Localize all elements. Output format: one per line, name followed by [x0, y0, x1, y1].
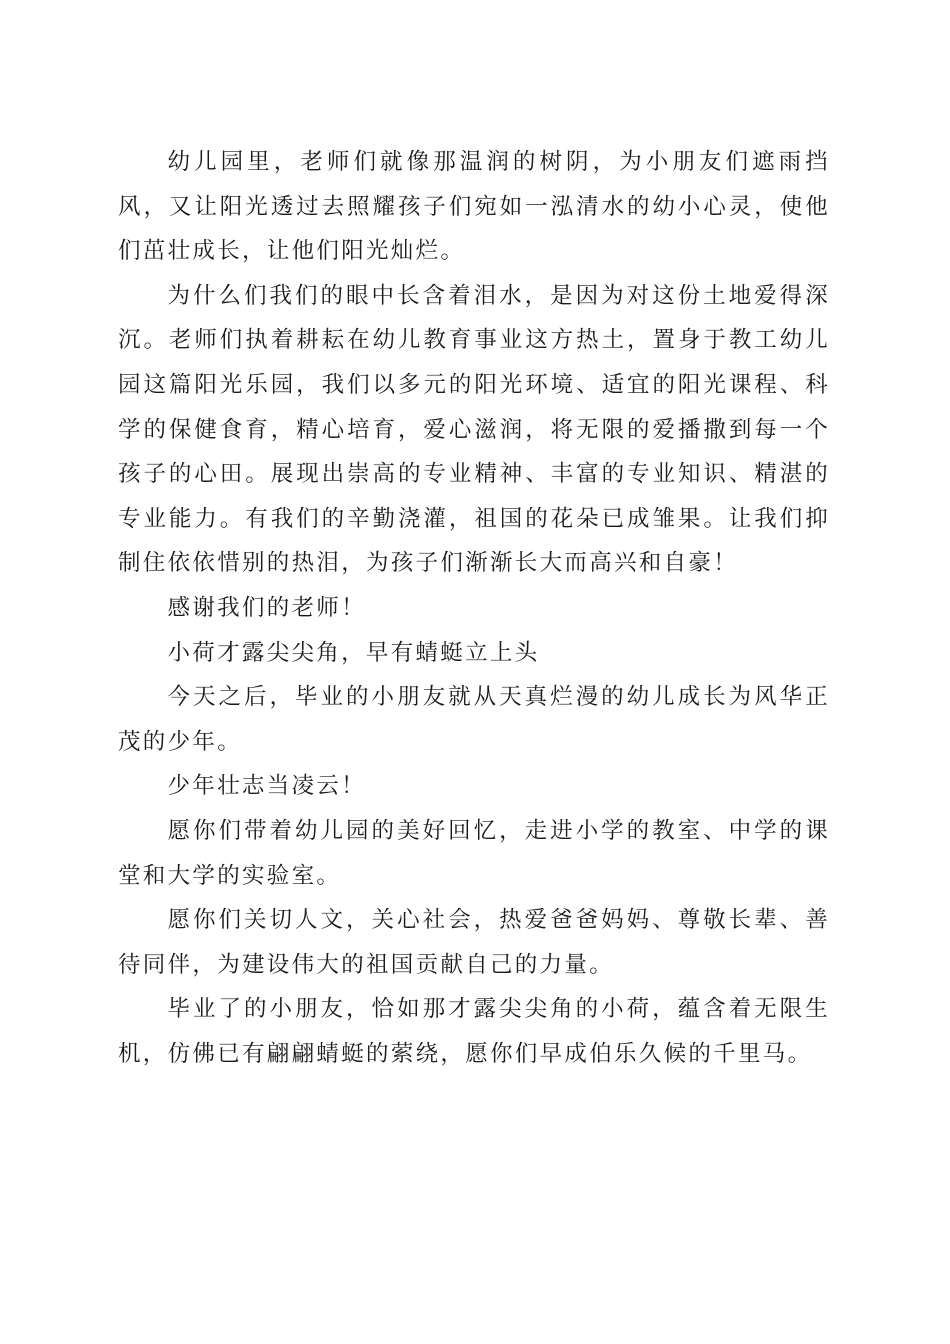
- paragraph-2: 为什么们我们的眼中长含着泪水，是因为对这份土地爱得深沉。老师们执着耕耘在幼儿教育事业这方热土，置身于教工幼儿园这篇阳光乐园，我们以多元的阳光环境、适宜的阳光课程、科学的保健食育，精心培育，爱心滋润，将无限的爱播撒到每一个孩子的心田。展现出崇高的专业精神、丰富的专业知识、精湛的专业能力。有我们的辛勤浇灌，祖国的花朵已成雏果。让我们抑制住依依惜别的热泪，为孩子们渐渐长大而高兴和自豪！: [118, 282, 830, 577]
- paragraph-9: 毕业了的小朋友，恰如那才露尖尖角的小荷，蕴含着无限生机，仿佛已有翩翩蜻蜓的萦绕，愿你们早成伯乐久候的千里马。: [118, 996, 830, 1067]
- paragraph-1: 幼儿园里，老师们就像那温润的树阴，为小朋友们遮雨挡风，又让阳光透过去照耀孩子们宛如一泓清水的幼小心灵，使他们茁壮成长，让他们阳光灿烂。: [118, 149, 830, 265]
- document-page: [118, 140, 830, 1076]
- paragraph-5: 今天之后，毕业的小朋友就从天真烂漫的幼儿成长为风华正茂的少年。: [118, 684, 830, 755]
- paragraph-6: 少年壮志当凌云！: [167, 773, 366, 800]
- paragraph-8: 愿你们关切人文，关心社会，热爱爸爸妈妈、尊敬长辈、善待同伴，为建设伟大的祖国贡献自己的力量。: [118, 907, 830, 978]
- paragraph-4: 小荷才露尖尖角，早有蜻蜓立上头: [167, 639, 540, 666]
- paragraph-3: 感谢我们的老师！: [167, 594, 366, 621]
- paragraph-7: 愿你们带着幼儿园的美好回忆，走进小学的教室、中学的课堂和大学的实验室。: [118, 817, 830, 889]
